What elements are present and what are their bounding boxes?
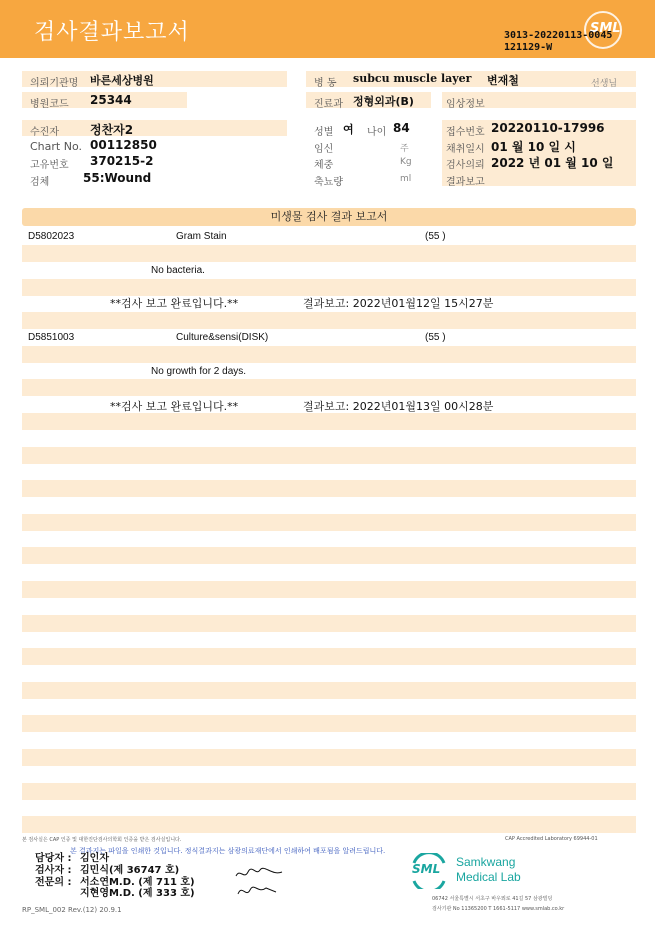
unique-id-value: 370215-2 [90,154,154,168]
chart-no-value: 00112850 [90,138,157,152]
ward-label: 병 동 [314,78,337,89]
urine-label: 축뇨량 [314,177,343,188]
unique-id-label: 고유번호 [30,160,69,171]
clinical-info-label: 임상정보 [446,99,485,110]
pregnancy-unit: 주 [400,144,409,154]
patient-name-label: 수진자 [30,127,59,138]
test-name: Culture&sensi(DISK) [176,332,269,343]
test-result: No bacteria. [151,265,205,276]
form-code: RP_SML_002 Rev.(12) 20.9.1 [22,906,122,914]
specimen-value: 55:Wound [83,171,152,185]
department-value: 정형외과(B) [353,95,414,108]
manager-label: 담당자 : [35,853,72,864]
fine-print-left: 본 검사실은 CAP 인증 및 대한진단검사의학회 인증을 받은 검사실입니다. [22,837,182,843]
row-band [22,547,636,564]
lab-name-line2: Medical Lab [456,870,521,884]
hospital-code-label: 병원코드 [30,99,69,110]
lab-address: 06742 서울특별시 서초구 바우뫼로 41길 57 삼광빌딩 [432,896,553,902]
specialist-label: 전문의 : [35,877,72,888]
receipt-no-value: 20220110-17996 [491,121,605,135]
receipt-no-label: 접수번호 [446,127,485,138]
request-date-value: 2022 년 01 월 10 일 [491,156,614,170]
report-title: 검사결과보고서 [34,20,190,45]
samkwang-logo-text: SML [412,862,441,876]
print-notice: 본 결과지는 파일을 인쇄한 것입니다. 정식결과지는 삼광의료재단에서 인쇄하여 배포됨을 알려드립니다. [70,847,386,855]
doctor-title: 선생님 [591,79,618,89]
institution-value: 바른세상병원 [90,74,154,87]
section-title: 미생물 검사 결과 보고서 [22,208,636,226]
institution-label: 의뢰기관명 [30,78,79,89]
tester-value: 김민식(제 36747 호) [80,865,180,876]
test-name: Gram Stain [176,231,227,242]
row-band [22,245,636,262]
weight-label: 체중 [314,160,334,171]
report-id [504,30,612,54]
row-band [22,816,636,833]
doctor-value: 변재철 [487,74,519,87]
row-band [22,514,636,531]
request-date-label: 검사의뢰 [446,160,485,171]
lab-contact: 검사기관 No 11365200 T 1661-5117 www.smlab.co.kr [432,906,565,912]
department-label: 진료과 [314,99,343,110]
report-id-line1: 3013-20220113-0045 [504,30,613,41]
chart-no-label: Chart No. [30,140,82,153]
row-band [22,715,636,732]
test-code: D5851003 [28,332,75,343]
test-complete-note: **검사 보고 완료입니다.** [110,297,239,310]
specialist-2: 지현영M.D. (제 333 호) [80,888,195,899]
age-label: 나이 [367,127,387,138]
test-complete-note: **검사 보고 완료입니다.** [110,400,239,413]
sml-logo-text: SML [590,21,621,36]
patient-name-value: 정찬자2 [90,123,134,137]
row-band [22,615,636,632]
fine-print-right: CAP Accredited Laboratory 69944-01 [505,836,598,842]
row-band [22,413,636,430]
hospital-code-value: 25344 [90,93,132,107]
row-band [22,682,636,699]
row-band [22,379,636,396]
manager-value: 김인자 [80,853,109,864]
age-value: 84 [393,121,410,135]
row-band [22,312,636,329]
row-band [22,447,636,464]
row-band [22,749,636,766]
row-band [22,279,636,296]
row-band [22,783,636,800]
specialist-1: 서소연M.D. (제 711 호) [80,877,195,888]
test-specimen: (55 ) [425,332,446,343]
row-band [22,648,636,665]
test-report-time: 결과보고: 2022년01월13일 00시28분 [303,400,494,413]
row-bg [22,120,287,136]
row-band [22,581,636,598]
sex-value: 여 [343,123,354,136]
test-specimen: (55 ) [425,231,446,242]
lab-name-line1: Samkwang [456,855,516,869]
ward-value: subcu muscle layer [353,72,472,85]
signatures-icon [232,864,287,900]
weight-unit: Kg [400,157,412,167]
pregnancy-label: 임신 [314,144,334,155]
test-report-time: 결과보고: 2022년01월12일 15시27분 [303,297,494,310]
report-id-line2: 121129-W [504,42,553,53]
row-band [22,480,636,497]
test-result: No growth for 2 days. [151,366,247,377]
tester-label: 검사자 : [35,865,72,876]
test-code: D5802023 [28,231,75,242]
row-band [22,346,636,363]
specimen-label: 검체 [30,177,50,188]
sex-label: 성별 [314,127,334,138]
urine-unit: ml [400,174,412,184]
result-report-label: 결과보고 [446,177,485,188]
collection-time-value: 01 월 10 일 시 [491,140,576,154]
collection-time-label: 채취일시 [446,144,485,155]
